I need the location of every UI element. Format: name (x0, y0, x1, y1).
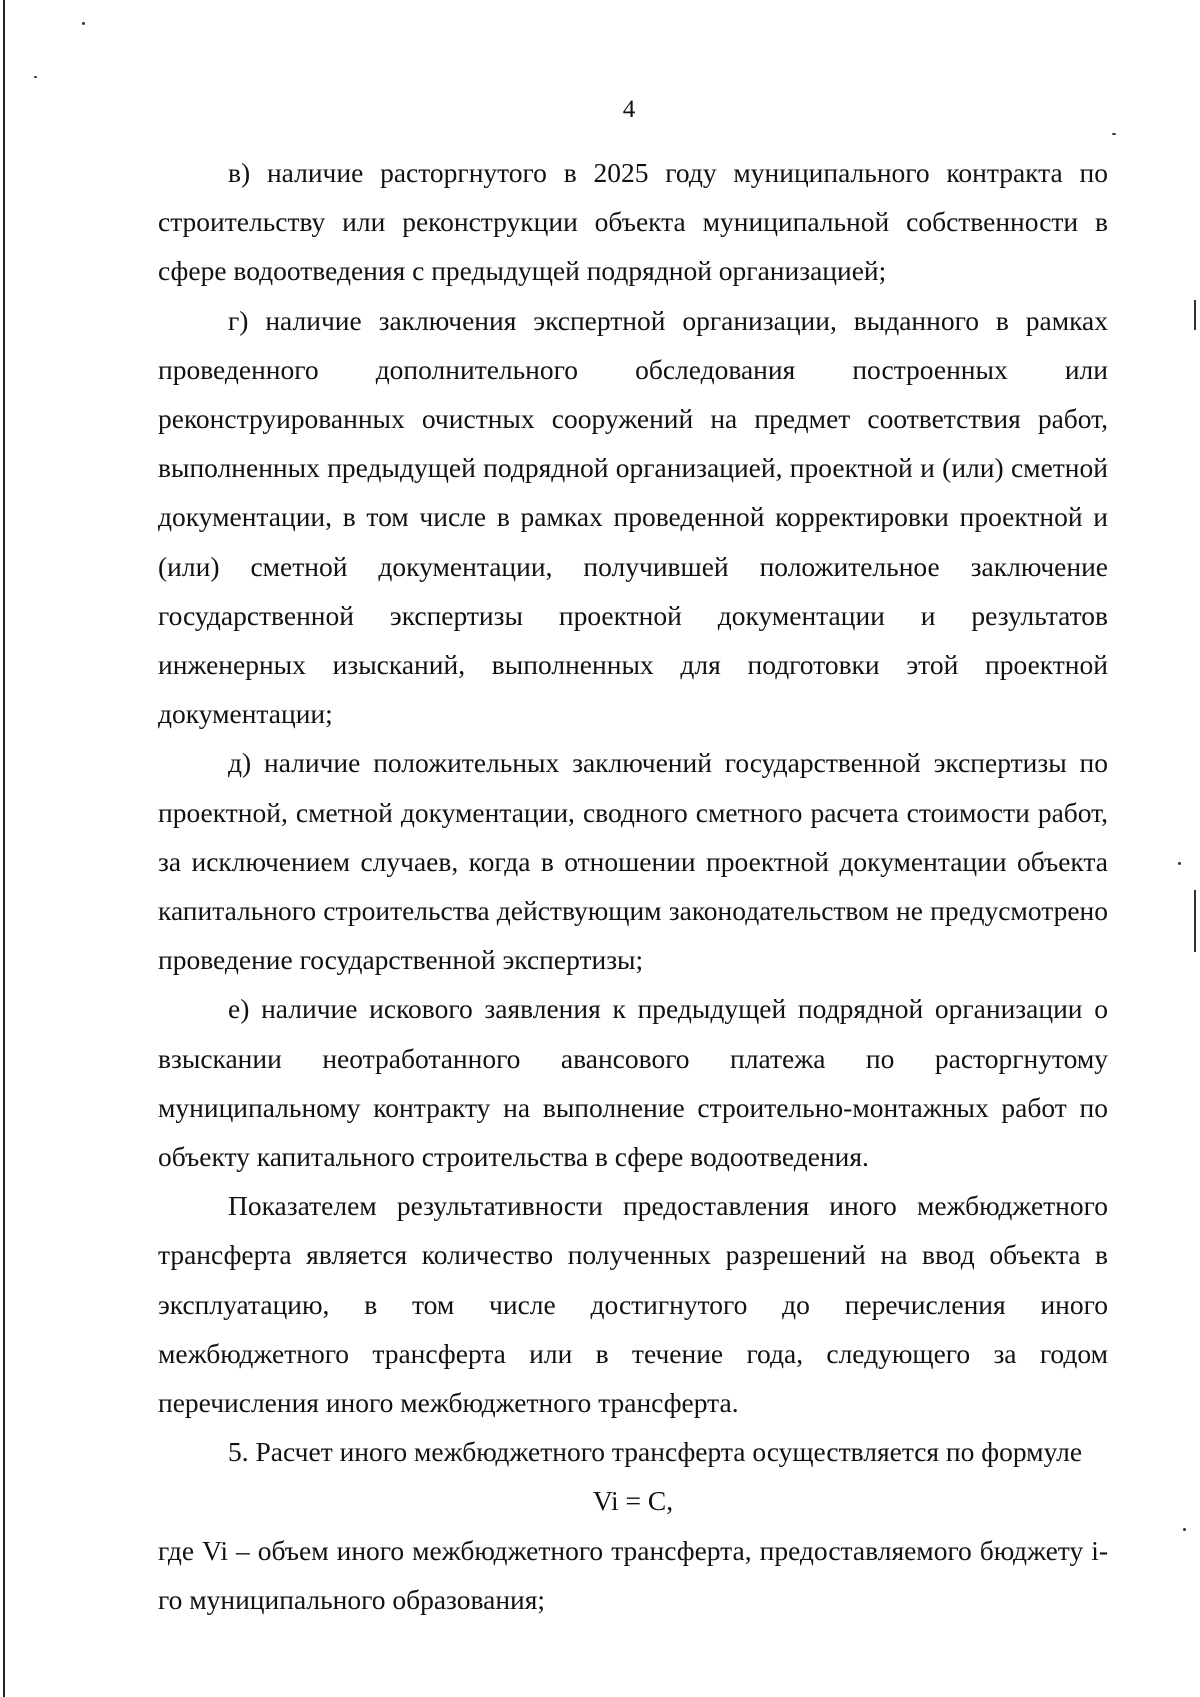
scan-speck (34, 76, 37, 78)
formula: Vi = C, (592, 1485, 674, 1517)
paragraph-e: е) наличие искового заявления к предыдущей подрядной организации о взыскании неотработанного авансового платежа по расторгнутому муниципальному контракту на выполнение строительно-монтажных работ по объекту капитального строительства в сфере водоотведения. (158, 993, 1108, 1173)
formula-definition: где Vi – объем иного межбюджетного трансферта, предоставляемого бюджету i-го муниципального образования; (158, 1534, 1108, 1615)
paragraph-d: д) наличие положительных заключений государственной экспертизы по проектной, сметной документации, сводного сметного расчета стоимости работ, за исключением случаев, когда в отношении проектной документации объекта капитального строительства действующим законодательством не предусмотрено проведение государственной экспертизы; (158, 747, 1108, 976)
scan-speck (1194, 300, 1196, 330)
scan-speck (1194, 890, 1196, 952)
scan-margin-line (3, 0, 5, 1697)
document-body (158, 148, 1108, 1624)
scan-speck (1178, 862, 1181, 865)
scan-speck (1183, 1528, 1186, 1531)
scan-speck (1112, 133, 1116, 135)
paragraph-calculation: 5. Расчет иного межбюджетного трансферта осуществляется по формуле (228, 1436, 1083, 1468)
scan-speck (82, 22, 85, 25)
paragraph-v: в) наличие расторгнутого в 2025 году муниципального контракта по строительству или реконструкции объекта муниципальной собственности в сфере водоотведения с предыдущей подрядной организацией; (158, 157, 1108, 287)
paragraph-indicator: Показателем результативности предоставления иного межбюджетного трансферта является количество полученных разрешений на ввод объекта в эксплуатацию, в том числе достигнутого до перечисления иного межбюджетного трансферта или в течение года, следующего за годом перечисления иного межбюджетного трансферта. (158, 1190, 1108, 1419)
paragraph-g: г) наличие заключения экспертной организации, выданного в рамках проведенного дополнительного обследования построенных или реконструированных очистных сооружений на предмет соответствия работ, выполненных предыдущей подрядной организацией, проектной и (или) сметной документации, в том числе в рамках проведенной корректировки проектной и (или) сметной документации, получившей положительное заключение государственной экспертизы проектной документации и результатов инженерных изысканий, выполненных для подготовки этой проектной документации; (158, 304, 1108, 730)
page-number: 4 (622, 96, 636, 123)
